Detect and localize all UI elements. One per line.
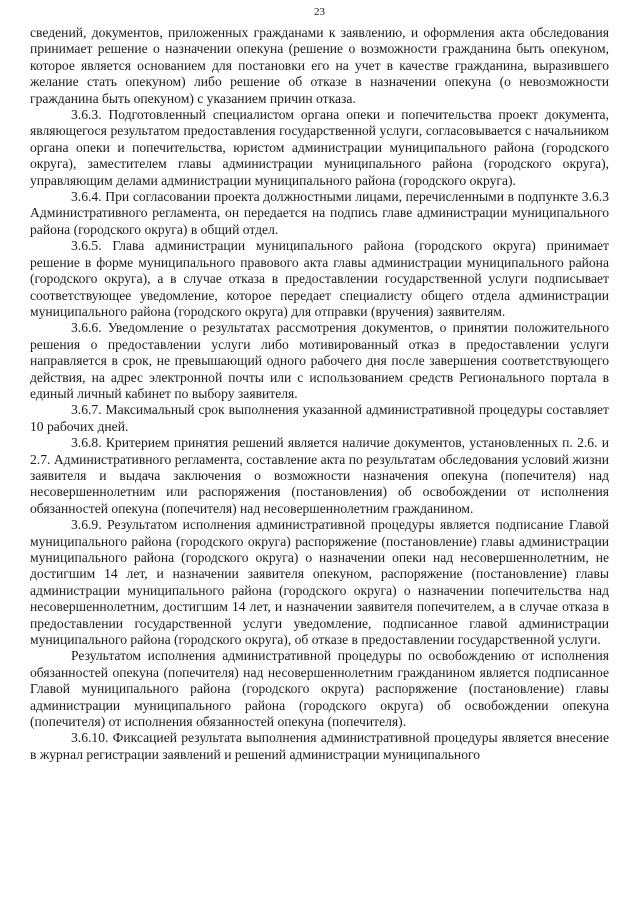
paragraph-3-6-8: 3.6.8. Критерием принятия решений является наличие документов, установленных п. 2.6. и 2.7. Административного регламента, составление акта по результатам обследования условий жизни заявителя и выдача заключения о возможности назначения опекуна (попечителя) над несовершеннолетним или распоряжения (постановления) об освобождении от исполнения обязанностей опекуна (попечителя) над несовершеннолетним гражданином. (30, 435, 609, 516)
paragraph-3-6-9: 3.6.9. Результатом исполнения административной процедуры является подписание Главой муниципального района (городского округа) распоряжение (постановление) главы администрации муниципального района (городского округа) о назначении опеки над несовершеннолетним, не достигшим 14 лет, и назначении заявителя опекуном, распоряжение (постановление) главы администрации муниципального района (городского округа) о назначении попечительства над несовершеннолетним, достигшим 14 лет, и назначении заявителя попечителем, а в случае отказа в предоставлении государственной услуги уведомление, подписанное главой администрации муниципального района (городского округа), об отказе в предоставлении государственной услуги. (30, 517, 609, 648)
paragraph-3-6-4: 3.6.4. При согласовании проекта должностными лицами, перечисленными в подпункте 3.6.3 Административного регламента, он передается на подпись главе администрации муниципального района (городского округа) в общий отдел. (30, 189, 609, 237)
paragraph-3-6-10: 3.6.10. Фиксацией результата выполнения административной процедуры является внесение в журнал регистрации заявлений и решений администрации муниципального (30, 730, 609, 762)
paragraph-continuation: сведений, документов, приложенных гражданами к заявлению, и оформления акта обследования принимает решение о назначении опекуна (решение о возможности гражданина быть опекуном, которое является основанием для постановки его на учет в качестве гражданина, выразившего желание стать опекуном) либо решение об отказе в назначении опекуна (о невозможности гражданина быть опекуном) с указанием причин отказа. (30, 25, 609, 106)
paragraph-3-6-7: 3.6.7. Максимальный срок выполнения указанной административной процедуры составляет 10 рабочих дней. (30, 402, 609, 434)
paragraph-3-6-6: 3.6.6. Уведомление о результатах рассмотрения документов, о принятии положительного решения о предоставлении услуги либо мотивированный отказ в предоставлении услуги направляется в срок, не превышающий одного рабочего дня после завершения соответствующего действия, на адрес электронной почты или с использованием средств Регионального портала в единый личный кабинет по выбору заявителя. (30, 320, 609, 401)
paragraph-result-release: Результатом исполнения административной процедуры по освобождению от исполнения обязанностей опекуна (попечителя) над несовершеннолетним гражданином является подписанное Главой муниципального района (городского округа) распоряжение (постановление) главы администрации муниципального района (городского округа) об освобождении опекуна (попечителя) от исполнения обязанностей опекуна (попечителя). (30, 648, 609, 730)
paragraph-3-6-5: 3.6.5. Глава администрации муниципального района (городского округа) принимает решение в форме муниципального правового акта главы администрации муниципального района (городского округа), а в случае отказа в предоставлении государственной услуги подписывает соответствующее уведомление, которое передает специалисту общего отдела администрации муниципального района (городского округа) для отправки (вручения) заявителям. (30, 238, 609, 319)
page-number: 23 (314, 6, 325, 18)
paragraph-3-6-3: 3.6.3. Подготовленный специалистом органа опеки и попечительства проект документа, являющегося результатом предоставления государственной услуги, согласовывается с начальником органа опеки и попечительства, юристом администрации муниципального района (городского округа), заместителем главы администрации муниципального района (городского округа), управляющим делами администрации муниципального района (городского округа). (30, 107, 609, 188)
